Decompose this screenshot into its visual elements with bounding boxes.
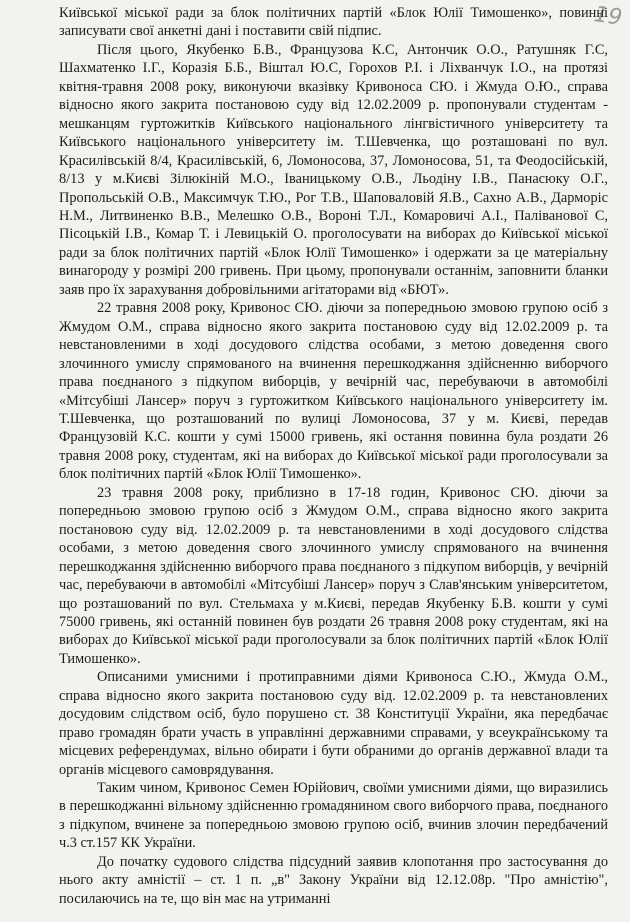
paragraph: 23 травня 2008 року, приблизно в 17-18 годин, Кривонос СЮ. діючи за попередньою змовою групою осіб з Жмудом О.М., справа відносно якого закрита постановою суду від. 12.02.2009 р. та невстановленими в ході досудового слідства особами, з метою доведення свого злочинного умислу спрямованого на вчинення перешкоджання здійсненню виборчого права поєднаного з підкупом виборців, у вечірній час, перебуваючи в автомобілі «Мітсубіші Лансер» поруч з Слав'янським університетом, що розташований по вул. Стельмаха у м.Києві, передав Якубенку Б.В. кошти у сумі 75000 гривень, які останній повинен був роздати 26 травня 2008 року студентам, які на виборах до Київської міської ради проголосували за блок політичних партій «Блок Юлії Тимошенко». (59, 484, 608, 667)
paragraph: До початку судового слідства підсудний заявив клопотання про застосування до нього акту амністії – ст. 1 п. „в" Закону України від 12.12.08р. "Про амністію", посилаючись на те, що він має на утриманні (59, 853, 608, 907)
page-number: 19 (592, 2, 624, 31)
document-body (59, 4, 608, 908)
paragraph: Описаними умисними і протиправними діями Кривоноса С.Ю., Жмуда О.М., справа відносно якого закрита постановою суду від. 12.02.2009 р. та невстановлених досудовим слідством осіб, було порушено ст. 38 Конституції України, яка передбачає право громадян брати участь в управлінні державними справами, у всеукраїнському та місцевих референдумах, вільно обирати і бути обраними до органів державної влади та органів місцевого самоврядування. (59, 669, 608, 778)
paragraph: Таким чином, Кривонос Семен Юрійович, своїми умисними діями, що виразились в перешкоджанні вільному здійсненню громадянином свого виборчого права, поєднаного з підкупом, вчинене за попередньою змовою групою осіб, вчинив злочин передбачений ч.3 ст.157 КК України. (59, 780, 608, 852)
paragraph: 22 травня 2008 року, Кривонос СЮ. діючи за попередньою змовою групою осіб з Жмудом О.М., справа відносно якого закрита постановою суду від 12.02.2009 р. та невстановленими в ході досудового слідства особами, з метою доведення свого злочинного умислу спрямованого на вчинення перешкоджання здійсненню виборчого права поєднаного з підкупом виборців, у вечірній час, перебуваючи в автомобілі «Мітсубіші Лансер» поруч з гуртожитком Київського національного університету ім. Т.Шевченка, що розташований по вулиці Ломоносова, 37 у м. Києві, передав Французовій К.С. кошти у сумі 15000 гривень, які остання повинна була роздати 26 травня 2008 року, студентам, які на виборах до Київської міської ради проголосували за блок політичних партій «Блок Юлії Тимошенко». (59, 300, 608, 483)
paragraph-continuation: Київської міської ради за блок політичних партій «Блок Юлії Тимошенко», повинні записувати свої анкетні дані і поставити свій підпис. (59, 5, 608, 40)
paragraph: Після цього, Якубенко Б.В., Французова К.С, Антончик О.О., Ратушняк Г.С, Шахматенко І.Г., Коразія Б.Б., Віштал Ю.С, Горохов Р.І. і Ліхванчук І.О., на протязі квітня-травня 2008 року, виконуючи вказівку Кривоноса СЮ. і Жмуда О.Ю., справа відносно якого закрита постановою суду від 12.02.2009 р. пропонували студентам - мешканцям гуртожитків Київського національного лінгвістичного університету та Київського національного університету ім. Т.Шевченка, що розташовані по вул. Красилівській 8/4, Красилівській, 6, Ломоносова, 37, Ломоносова, 51, та Феодосійській, 8/13 у м.Києві Зілюкіній М.О., Іваницькому О.В., Льодіну І.В., Панасюку О.Г., Пропольській О.В., Максимчук Т.Ю., Рог Т.В., Шаповаловій Я.В., Сахно А.В., Дарморіс Н.М., Литвиненко В.В., Мелешко О.В., Ворoні Т.Л., Комаровичі А.І., Паліванової С, Пісоцькій І.В., Комар Т. і Левицькій О. проголосувати на виборах до Київської міської ради за блок політичних партій «Блок Юлії Тимошенко» і одержати за це матеріальну винагороду у розмірі 200 гривень. При цьому, пропонували останнім, заповнити бланки заяв про їх зарахування добровільними агітаторами від «БЮТ». (59, 41, 608, 298)
